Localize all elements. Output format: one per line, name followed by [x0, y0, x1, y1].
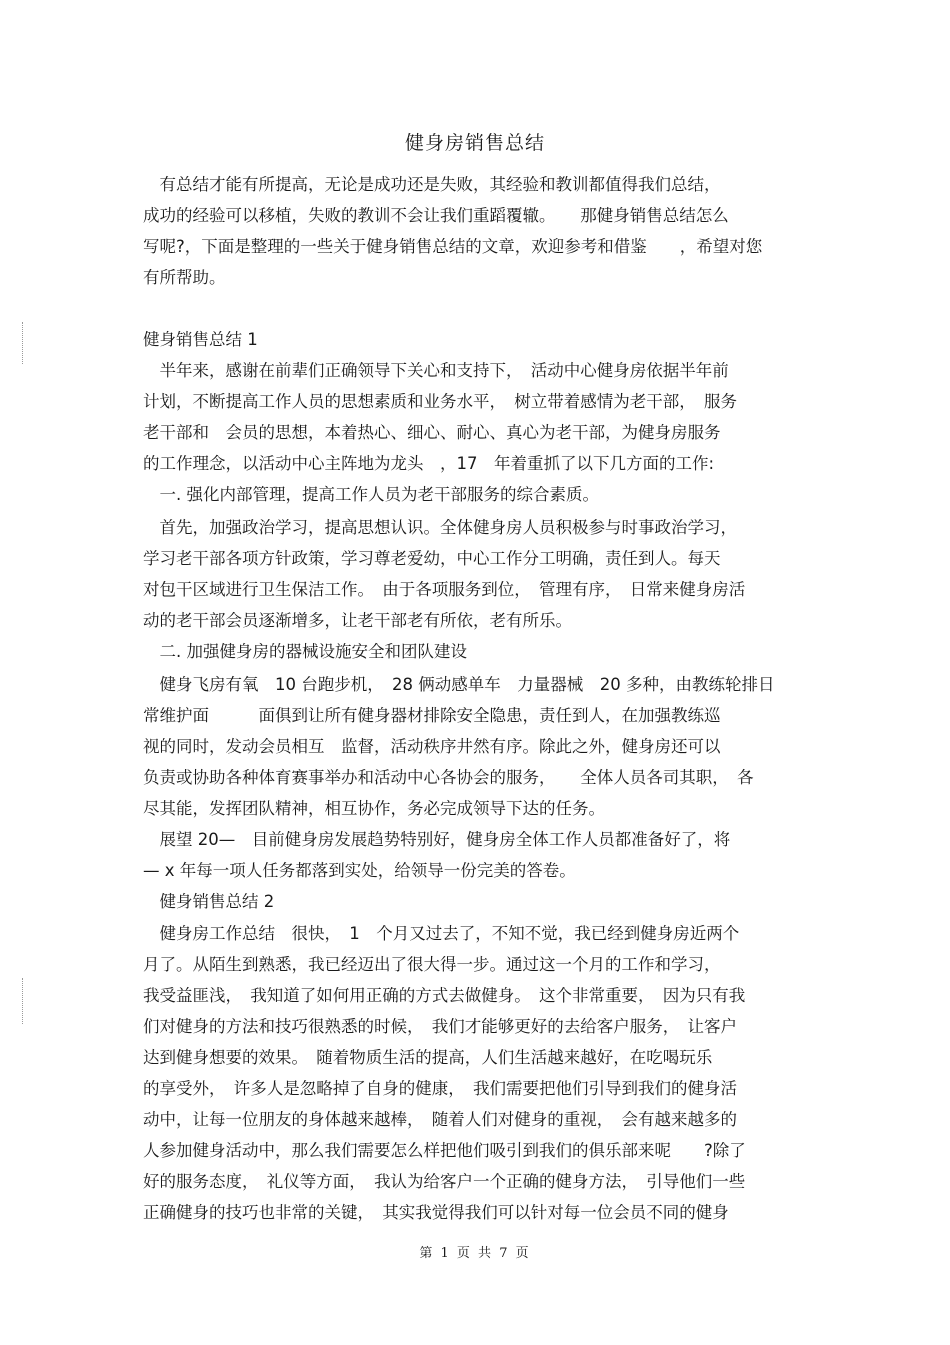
body-line: 健身飞房有氧 10 台跑步机， 28 俩动感单车 力量器械 20 多种，由教练轮排日	[143, 675, 775, 694]
body-line: 人参加健身活动中，那么我们需要怎么样把他们吸引到我们的俱乐部来呢 ?除了	[143, 1141, 746, 1160]
body-line: 好的服务态度， 礼仪等方面， 我认为给客户一个正确的健身方法， 引导他们一些	[143, 1172, 746, 1191]
body-line: 月了。从陌生到熟悉，我已经迈出了很大得一步。通过这一个月的工作和学习，	[143, 955, 721, 974]
body-line: 展望 20— 目前健身房发展趋势特别好，健身房全体工作人员都准备好了，将	[143, 830, 731, 849]
body-line: — x 年每一项人任务都落到实处，给领导一份完美的答卷。	[143, 861, 576, 880]
body-line: 的工作理念，以活动中心主阵地为龙头 ，17 年着重抓了以下几方面的工作:	[143, 454, 715, 473]
body-line: 健身房工作总结 很快， 1 个月又过去了，不知不觉，我已经到健身房近两个	[143, 924, 740, 943]
body-line: 达到健身想要的效果。 随着物质生活的提高，人们生活越来越好，在吃喝玩乐	[143, 1048, 713, 1067]
body-line: 有所帮助。	[143, 268, 226, 287]
body-line: 的享受外， 许多人是忽略掉了自身的健康， 我们需要把他们引导到我们的健身活	[143, 1079, 737, 1098]
body-line: 对包干区域进行卫生保洁工作。 由于各项服务到位， 管理有序， 日常来健身房活	[143, 580, 746, 599]
body-line: 动中，让每一位朋友的身体越来越棒， 随着人们对健身的重视， 会有越来越多的	[143, 1110, 737, 1129]
body-line: 计划，不断提高工作人员的思想素质和业务水平， 树立带着感情为老干部， 服务	[143, 392, 737, 411]
section-heading: 健身销售总结 2	[143, 892, 275, 911]
body-line: 二. 加强健身房的器械设施安全和团队建设	[143, 642, 467, 661]
body-line: 常维护面 面俱到让所有健身器材排除安全隐患，责任到人，在加强教练巡	[143, 706, 721, 725]
body-line: 负责或协助各种体育赛事举办和活动中心各协会的服务， 全体人员各司其职， 各	[143, 768, 754, 787]
body-line: 正确健身的技巧也非常的关键， 其实我觉得我们可以针对每一位会员不同的健身	[143, 1203, 729, 1222]
body-line: 一. 强化内部管理，提高工作人员为老干部服务的综合素质。	[143, 485, 599, 504]
body-line: 写呢?，下面是整理的一些关于健身销售总结的文章，欢迎参考和借鉴 ，希望对您	[143, 237, 763, 256]
body-line: 半年来，感谢在前辈们正确领导下关心和支持下， 活动中心健身房依据半年前	[143, 361, 729, 380]
body-line: 老干部和 会员的思想，本着热心、细心、耐心、真心为老干部，为健身房服务	[143, 423, 721, 442]
body-line: 成功的经验可以移植，失败的教训不会让我们重蹈覆辙。 那健身销售总结怎么	[143, 206, 729, 225]
page-footer: 第 1 页 共 7 页	[419, 1246, 531, 1261]
body-line: 我受益匪浅， 我知道了如何用正确的方式去做健身。 这个非常重要， 因为只有我	[143, 986, 746, 1005]
body-line: 学习老干部各项方针政策，学习尊老爱幼，中心工作分工明确，责任到人。每天	[143, 549, 721, 568]
document-title: 健身房销售总结	[404, 132, 545, 154]
body-line: 尽其能，发挥团队精神，相互协作，务必完成领导下达的任务。	[143, 799, 605, 818]
body-line: 视的同时，发动会员相互 监督，活动秩序井然有序。除此之外，健身房还可以	[143, 737, 721, 756]
margin-binding-mark	[22, 978, 24, 1024]
body-line: 动的老干部会员逐渐增多，让老干部老有所依，老有所乐。	[143, 611, 572, 630]
body-line: 首先，加强政治学习，提高思想认识。全体健身房人员积极参与时事政治学习，	[143, 518, 737, 537]
section-heading: 健身销售总结 1	[143, 330, 258, 349]
body-line: 们对健身的方法和技巧很熟悉的时候， 我们才能够更好的去给客户服务， 让客户	[143, 1017, 737, 1036]
body-line: 有总结才能有所提高，无论是成功还是失败，其经验和教训都值得我们总结，	[143, 175, 721, 194]
margin-binding-mark	[22, 322, 24, 364]
